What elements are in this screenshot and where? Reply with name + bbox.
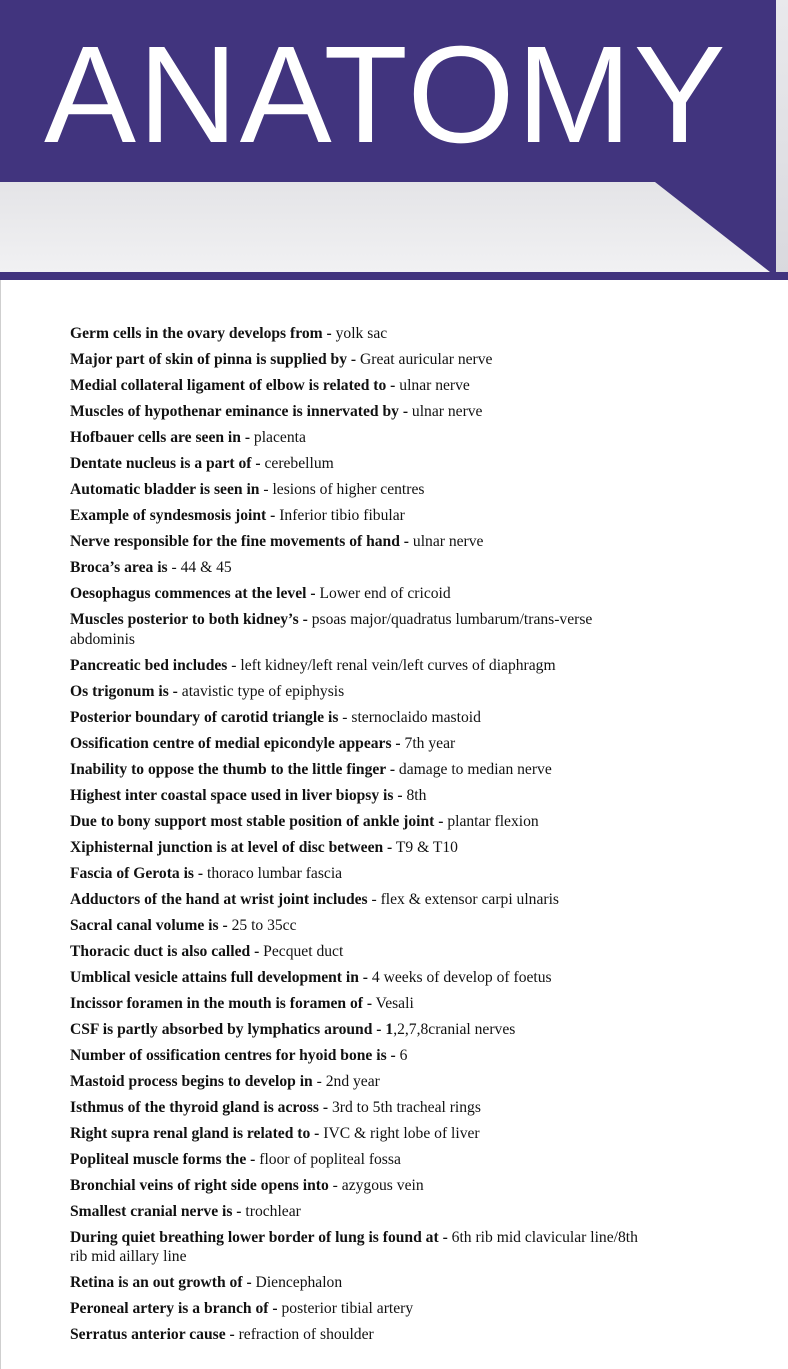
fact-item — [70, 506, 640, 526]
fact-question: Oesophagus commences at the level - — [70, 585, 316, 602]
fact-answer: ,2,7,8cranial nerves — [393, 1020, 516, 1038]
fact-question: Hofbauer cells are seen in - — [70, 429, 251, 446]
fact-answer: thoraco lumbar fascia — [203, 864, 343, 882]
fact-item — [70, 1228, 640, 1267]
fact-item — [70, 324, 640, 344]
header-bottom-rule — [0, 272, 788, 280]
fact-item — [70, 838, 640, 858]
fact-answer: ulnar nerve — [409, 533, 484, 550]
fact-answer: psoas major/quadratus lumbarum/trans-verse abdominis — [70, 611, 593, 648]
header-right-edge — [776, 0, 788, 272]
fact-answer: plantar flexion — [443, 812, 539, 830]
fact-question: Xiphisternal junction is at level of disc between - — [70, 838, 393, 856]
fact-question: Automatic bladder is seen in — [70, 481, 260, 498]
fact-question: Ossification centre of medial epicondyle appears - — [70, 734, 401, 752]
fact-question: Popliteal muscle forms the - — [70, 1150, 256, 1168]
fact-answer: ulnar nerve — [395, 377, 470, 394]
fact-item — [70, 864, 640, 884]
fact-item — [70, 1273, 640, 1293]
fact-answer: - sternoclaido mastoid — [338, 708, 481, 726]
fact-answer: - lesions of higher centres — [259, 481, 425, 498]
fact-question: Smallest cranial nerve is - — [70, 1202, 242, 1220]
fact-question: Nerve responsible for the fine movements of hand - — [70, 533, 409, 550]
fact-answer: refraction of shoulder — [234, 1326, 374, 1343]
fact-question: Thoracic duct is also called - — [70, 942, 260, 960]
fact-item — [70, 1176, 640, 1196]
fact-answer: - left kidney/left renal vein/left curves of diaphragm — [227, 656, 556, 674]
fact-question: Due to bony support most stable position of ankle joint - — [70, 812, 444, 830]
fact-answer: Vesali — [372, 994, 414, 1012]
fact-answer: 25 to 35cc — [227, 916, 297, 934]
fact-item — [70, 994, 640, 1014]
fact-question: Medial collateral ligament of elbow is related to - — [70, 377, 396, 394]
fact-item — [70, 1124, 640, 1144]
fact-item — [70, 890, 640, 910]
fact-item — [70, 558, 640, 578]
fact-list — [70, 324, 640, 1351]
fact-question: Sacral canal volume is - — [70, 916, 228, 934]
fact-answer: - azygous vein — [328, 1176, 424, 1194]
fact-answer: floor of popliteal fossa — [255, 1150, 401, 1168]
fact-question: Retina is an out growth of - — [70, 1274, 252, 1291]
fact-question: Muscles posterior to both kidney’s - — [70, 611, 308, 628]
fact-item — [70, 812, 640, 832]
fact-item — [70, 584, 640, 604]
fact-answer: 4 weeks of develop of foetus — [368, 968, 552, 986]
fact-item — [70, 682, 640, 702]
page-title: ANATOMY — [44, 18, 728, 172]
fact-item — [70, 428, 640, 448]
fact-answer: placenta — [250, 429, 306, 446]
fact-item — [70, 1202, 640, 1222]
fact-answer: T9 & T10 — [392, 838, 458, 856]
fact-item — [70, 1098, 640, 1118]
fact-question: During quiet breathing lower border of lung is found at - — [70, 1228, 448, 1246]
fact-question: Fascia of Gerota is - — [70, 864, 204, 882]
fact-question: Isthmus of the thyroid gland is across - — [70, 1098, 329, 1116]
fact-question: Mastoid process begins to develop in — [70, 1072, 313, 1090]
fact-answer: IVC & right lobe of liver — [319, 1124, 480, 1142]
fact-item — [70, 942, 640, 962]
fact-item — [70, 1046, 640, 1066]
fact-answer: - 2nd year — [312, 1072, 380, 1090]
fact-question: Muscles of hypothenar eminance is innervated by - — [70, 403, 409, 420]
fact-item — [70, 1325, 640, 1345]
fact-item — [70, 916, 640, 936]
fact-answer: yolk sac — [331, 325, 388, 342]
fact-question: Inability to oppose the thumb to the little finger - — [70, 760, 396, 778]
fact-item — [70, 350, 640, 370]
fact-item — [70, 1150, 640, 1170]
fact-question: Highest inter coastal space used in liver biopsy is - — [70, 786, 403, 804]
fact-item — [70, 532, 640, 552]
fact-item — [70, 1020, 640, 1040]
fact-question: Dentate nucleus is a part of - — [70, 455, 261, 472]
header-slant-shape — [655, 182, 776, 272]
fact-question: Peroneal artery is a branch of - — [70, 1300, 278, 1317]
fact-answer: - flex & extensor carpi ulnaris — [367, 890, 559, 908]
fact-answer: Diencephalon — [251, 1274, 343, 1291]
fact-question: Bronchial veins of right side opens into — [70, 1176, 329, 1194]
fact-question: Broca’s area is — [70, 559, 168, 576]
fact-question: CSF is partly absorbed by lymphatics around - 1 — [70, 1020, 394, 1038]
page-left-border — [0, 280, 1, 1369]
fact-answer: posterior tibial artery — [277, 1300, 414, 1317]
fact-answer: 7th year — [400, 734, 456, 752]
fact-question: Os trigonum is - — [70, 682, 178, 700]
fact-question: Pancreatic bed includes — [70, 656, 228, 674]
fact-item — [70, 1299, 640, 1319]
fact-item — [70, 656, 640, 676]
fact-answer: Pecquet duct — [259, 942, 344, 960]
fact-answer: 8th — [402, 786, 427, 804]
fact-question: Serratus anterior cause - — [70, 1326, 235, 1343]
fact-answer: atavistic type of epiphysis — [177, 682, 345, 700]
fact-item — [70, 708, 640, 728]
fact-item — [70, 454, 640, 474]
fact-item — [70, 786, 640, 806]
fact-item — [70, 402, 640, 422]
fact-answer: Inferior tibio fibular — [275, 507, 405, 524]
fact-answer: - 44 & 45 — [167, 559, 232, 576]
fact-item — [70, 610, 640, 649]
fact-answer: 6th rib mid clavicular line/8th rib mid aillary line — [70, 1228, 638, 1265]
fact-answer: 3rd to 5th tracheal rings — [328, 1098, 481, 1116]
fact-item — [70, 760, 640, 780]
fact-answer: damage to median nerve — [395, 760, 552, 778]
fact-question: Posterior boundary of carotid triangle is — [70, 708, 339, 726]
fact-question: Number of ossification centres for hyoid bone is - — [70, 1046, 396, 1064]
fact-item — [70, 1072, 640, 1092]
fact-question: Umblical vesicle attains full development in - — [70, 968, 368, 986]
fact-answer: 6 — [395, 1046, 408, 1064]
fact-question: Example of syndesmosis joint - — [70, 507, 276, 524]
fact-answer: cerebellum — [260, 455, 334, 472]
fact-question: Incissor foramen in the mouth is foramen of - — [70, 994, 373, 1012]
fact-answer: ulnar nerve — [408, 403, 483, 420]
fact-answer: Great auricular nerve — [356, 351, 493, 368]
fact-item — [70, 734, 640, 754]
fact-item — [70, 376, 640, 396]
fact-question: Germ cells in the ovary develops from - — [70, 325, 332, 342]
fact-item — [70, 968, 640, 988]
fact-answer: trochlear — [241, 1202, 301, 1220]
fact-question: Adductors of the hand at wrist joint includes — [70, 890, 368, 908]
fact-answer: Lower end of cricoid — [315, 585, 451, 602]
fact-question: Right supra renal gland is related to - — [70, 1124, 320, 1142]
fact-question: Major part of skin of pinna is supplied by - — [70, 351, 357, 368]
fact-item — [70, 480, 640, 500]
